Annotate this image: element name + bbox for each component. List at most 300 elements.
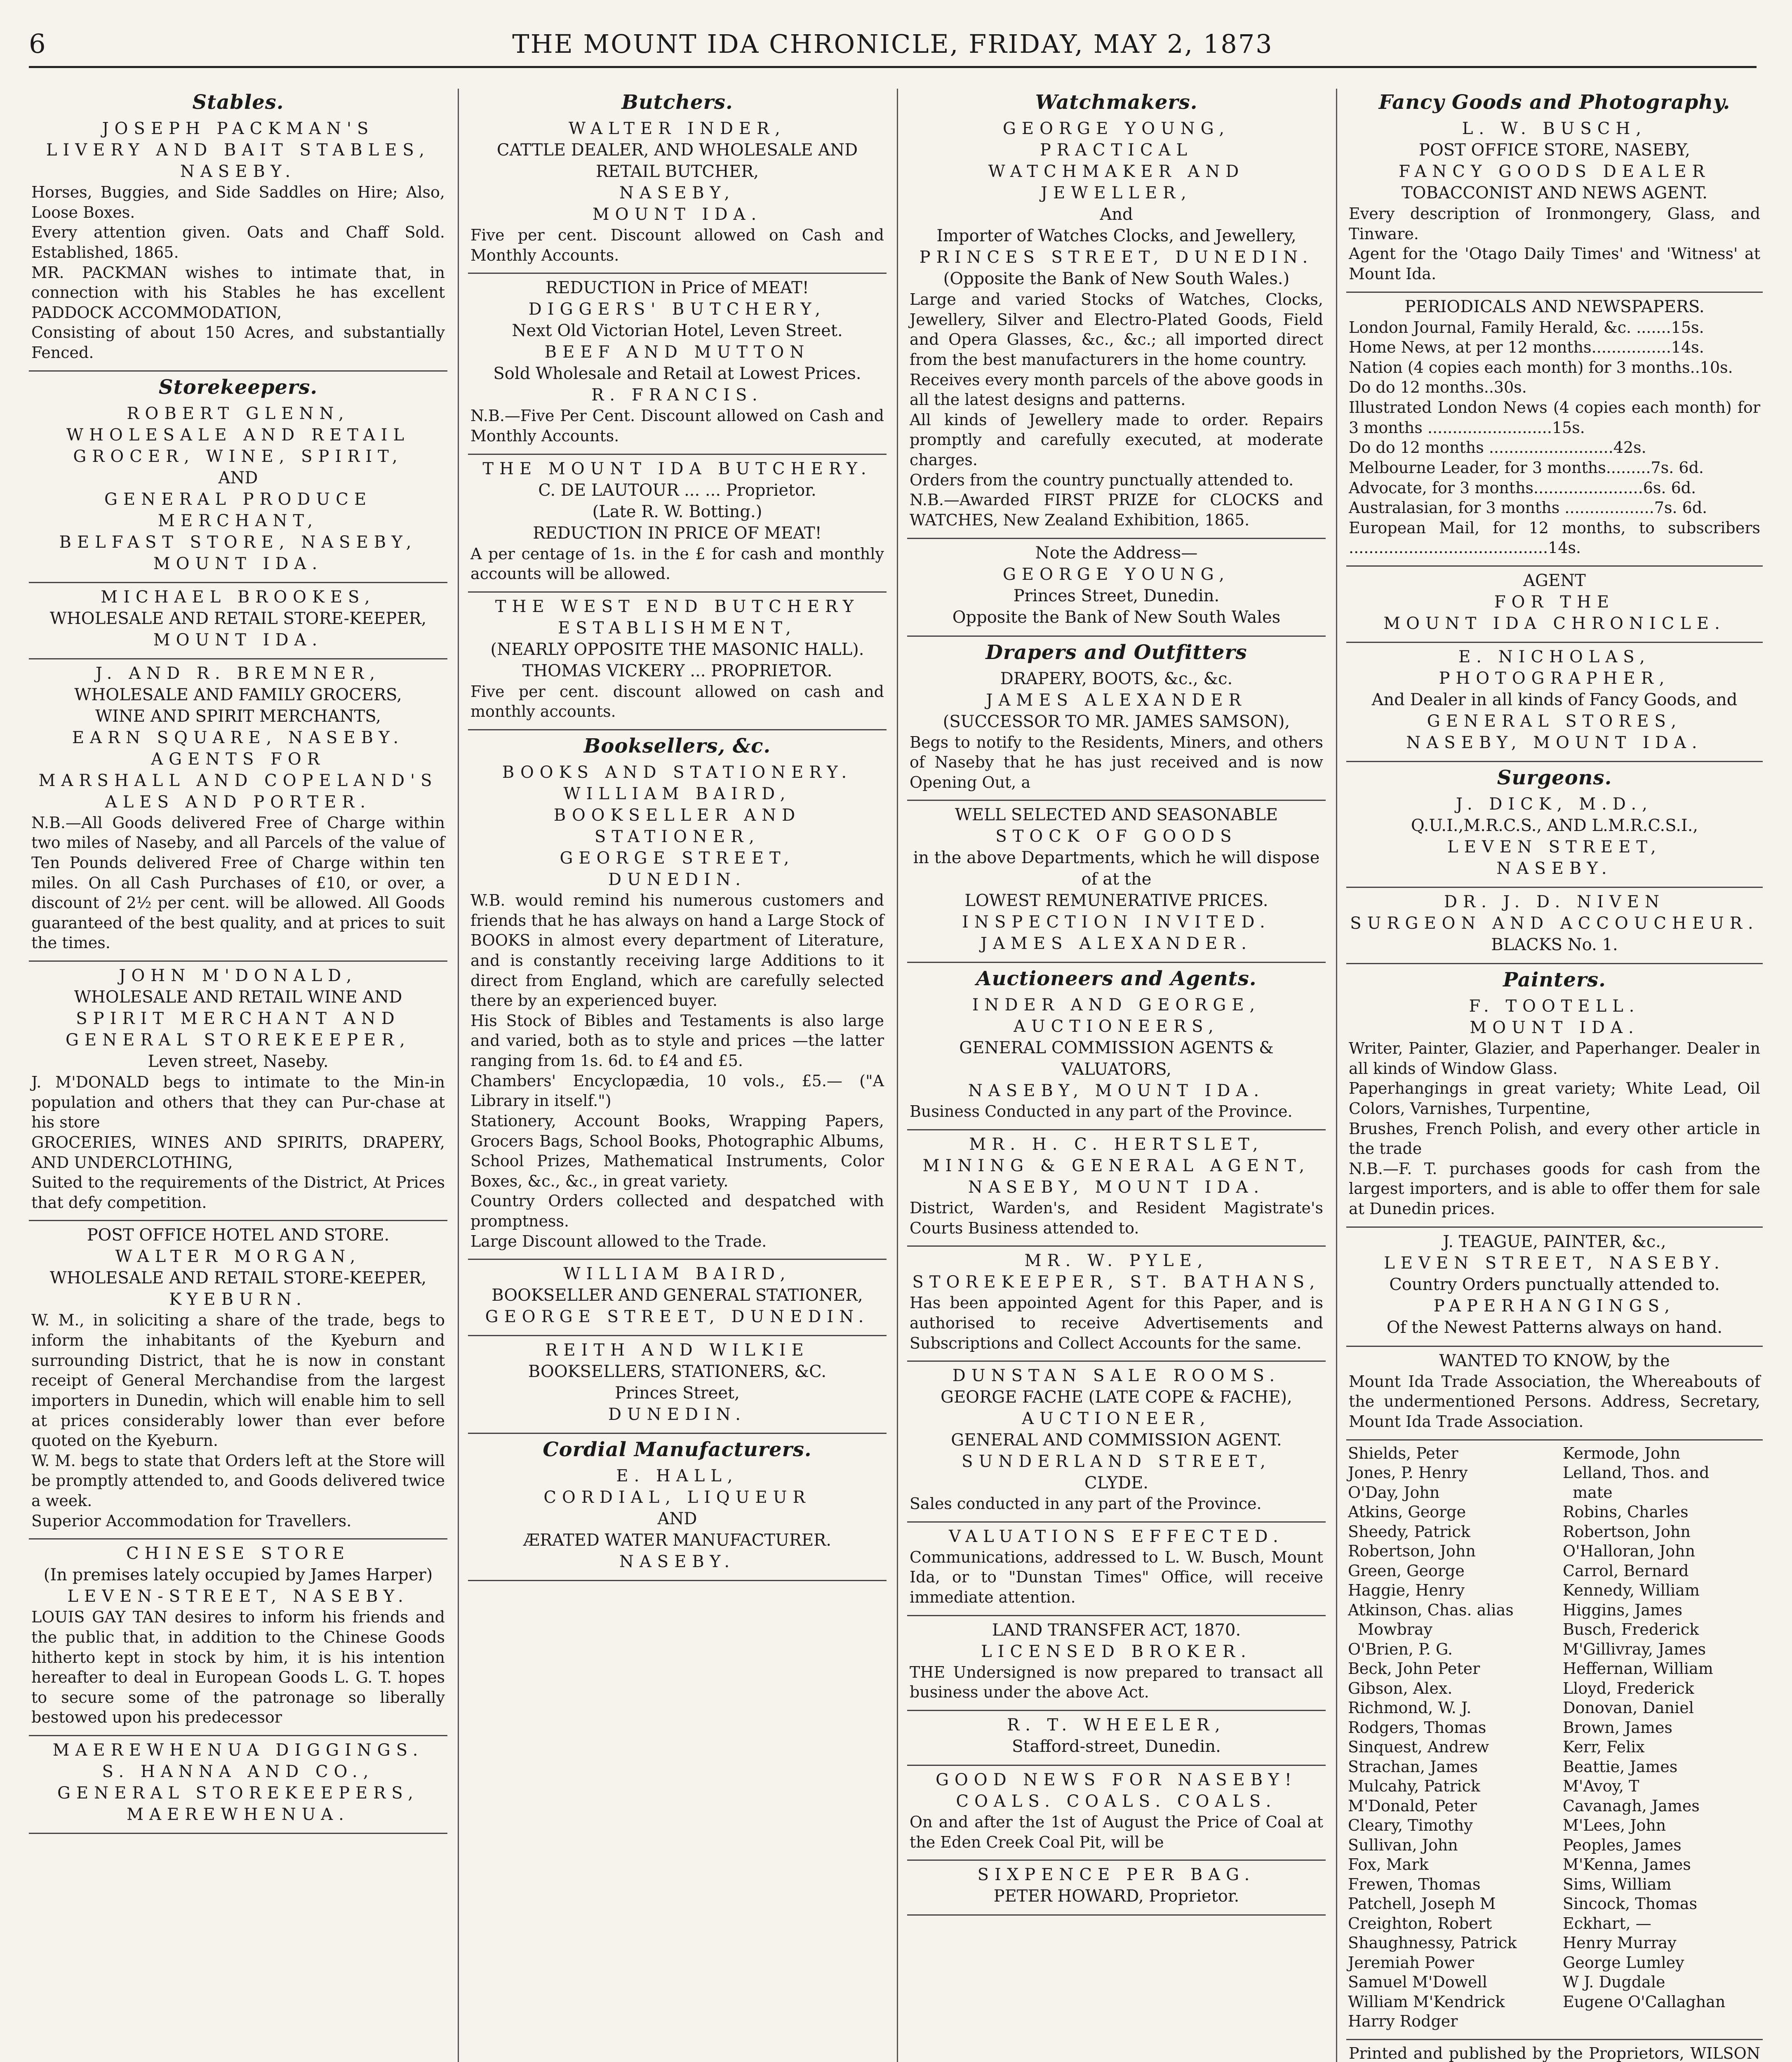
ad-paragraph: Do do 12 months..30s. [1349,378,1527,397]
ad-paragraph: J. M'DONALD begs to intimate to the Min-in population and others that they can Pur-chase at his store [31,1073,450,1132]
ad-line: Of the Newest Patterns always on hand. [1386,1318,1723,1337]
advertisement-block [468,1336,887,1434]
roll-name: Eugene O'Callaghan [1563,1992,1726,2011]
ad-line: MARSHALL AND COPELAND'S [38,771,438,790]
ad-paragraph: Agent for the 'Otago Daily Times' and 'Witness' at Mount Ida. [1349,245,1766,283]
advertisement-block [907,1247,1329,1362]
ad-paragraph: GROCERIES, WINES AND SPIRITS, DRAPERY, AND UNDERCLOTHING, [31,1133,450,1172]
ad-line: GEORGE YOUNG, [1002,565,1230,584]
advertisement-block [468,87,887,274]
ad-line: SIXPENCE PER BAG. [977,1865,1256,1885]
roll-name: O'Day, John [1348,1483,1440,1502]
roll-name: Sullivan, John [1348,1836,1458,1854]
masthead-rule [29,66,1757,68]
ad-line: BOOKSELLER AND GENERAL STATIONER, [492,1286,863,1305]
ad-line: GROCER, WINE, SPIRIT, [73,447,403,466]
ad-line: WILLIAM BAIRD, [563,1264,791,1284]
ad-line: E. HALL, [616,1466,738,1486]
ad-paragraph: Superior Accommodation for Travellers. [31,1511,352,1530]
roll-name: Higgins, James [1563,1601,1683,1619]
ad-line: POST OFFICE STORE, NASEBY, [1419,141,1690,160]
ad-line: ROBERT GLENN, [127,404,350,423]
advertisement-block [907,1362,1326,1523]
ad-line: LEVEN STREET, NASEBY. [1384,1253,1725,1273]
advertisement-block [907,1130,1329,1247]
ad-line: REDUCTION in Price of MEAT! [546,278,809,298]
ad-paragraph: Do do 12 months .........................42s. [1349,438,1646,457]
ad-line: WALTER MORGAN, [115,1247,361,1266]
roll-name: Robertson, John [1563,1522,1691,1541]
ad-line: GEORGE STREET, DUNEDIN. [485,1307,870,1327]
advertisement-block [1346,87,1766,293]
roll-name: George Lumley [1563,1953,1684,1972]
roll-name: Sincock, Thomas [1563,1895,1698,1913]
ad-line: GENERAL STOREKEEPER, [65,1031,411,1050]
ad-line: BOOKS AND STATIONERY. [502,763,853,782]
ad-line: LIVERY AND BAIT STABLES, [46,141,430,160]
advertisement-block [1346,1228,1763,1347]
ad-line: Sold Wholesale and Retail at Lowest Prices. [493,364,861,384]
advertisement-block [1346,643,1763,762]
ad-line: LEVEN-STREET, NASEBY. [67,1587,409,1606]
section-heading: Butchers. [621,91,733,114]
roll-name: Donovan, Daniel [1563,1699,1694,1717]
ad-line: REITH AND WILKIE [545,1341,809,1360]
ad-line: GENERAL AND COMMISSION AGENT. [951,1431,1282,1450]
section-heading: Painters. [1503,968,1606,991]
ad-line: BOOKSELLERS, STATIONERS, &C. [528,1362,827,1382]
ad-paragraph: Australasian, for 3 months ..................7s. 6d. [1349,499,1707,517]
roll-name: Gibson, Alex. [1348,1679,1453,1697]
roll-name: Busch, Frederick [1563,1620,1699,1638]
roll-name: Lloyd, Frederick [1563,1679,1694,1697]
advertisement-block [1346,1347,1766,1441]
ad-paragraph: Melbourne Leader, for 3 months.........7s. 6d. [1349,458,1704,477]
ad-line: TOBACCONIST AND NEWS AGENT. [1401,184,1707,202]
ad-paragraph: Every attention given. Oats and Chaff Sold. Established, 1865. [31,223,450,261]
advertisement-block [29,87,450,372]
roll-name: Robins, Charles [1563,1503,1689,1521]
advertisement-block [907,1861,1326,1916]
ad-paragraph: Business Conducted in any part of the Province. [910,1102,1293,1121]
ad-line: MOUNT IDA. [1470,1018,1639,1037]
advertisement-block [907,1711,1326,1766]
name-roll-left [1348,1444,1546,2031]
ad-paragraph: THE Undersigned is now prepared to transact all business under the above Act. [910,1663,1329,1702]
ad-paragraph: Stationery, Account Books, Wrapping Papers, Grocers Bags, School Books, Photographic Albums, School Prizes, Mathematical Instruments, Color Boxes, &c., &c., in great variety. [470,1111,889,1190]
roll-name: Fox, Mark [1348,1855,1429,1874]
ad-line: BOOKSELLER AND STATIONER, [553,806,812,846]
ad-line: PRINCES STREET, DUNEDIN. [919,248,1314,267]
ad-paragraph: Nation (4 copies each month) for 3 months..10s. [1349,358,1733,377]
roll-name: Lelland, Thos. and [1563,1464,1710,1482]
ad-line: DR. J. D. NIVEN [1444,892,1665,911]
roll-name: Samuel M'Dowell [1348,1973,1487,1991]
advertisement-block [468,274,887,454]
ad-line: J. DICK, M.D., [1456,795,1653,814]
advertisement-block [468,455,887,593]
roll-name: Haggie, Henry [1348,1581,1465,1599]
roll-name: Kerr, Felix [1563,1738,1645,1756]
ad-paragraph: Writer, Painter, Glazier, and Paperhanger. Dealer in all kinds of Window Glass. [1349,1039,1766,1078]
ad-line: MAEREWHENUA. [127,1805,350,1824]
ad-paragraph: Begs to notify to the Residents, Miners, and others of Naseby that he has just received and is now Opening Out, a [910,733,1329,791]
masthead [29,25,1757,70]
ad-line: EARN SQUARE, NASEBY. [72,728,404,747]
ad-line: Q.U.I.,M.R.C.S., AND L.M.R.C.S.I., [1411,816,1698,835]
roll-name: Peoples, James [1563,1836,1681,1854]
ad-line: MICHAEL BROOKES, [101,587,376,607]
ad-line: NASEBY. [180,162,296,181]
ad-line: GENERAL PRODUCE MERCHANT, [104,490,383,530]
ad-line: C. DE LAUTOUR ... ... Proprietor. [538,480,816,500]
ad-line: KYEBURN. [169,1290,307,1309]
ad-paragraph: Orders from the country punctually attended to. [910,471,1294,489]
ad-paragraph: Paperhangings in great variety; White Lead, Oil Colors, Varnishes, Turpentine, [1349,1079,1766,1118]
section-heading: Fancy Goods and Photography. [1378,91,1731,114]
ad-line: DIGGERS' BUTCHERY, [528,300,826,319]
roll-name: Brown, James [1563,1718,1673,1737]
ad-line: PHOTOGRAPHER, [1439,669,1670,688]
ad-paragraph: N.B.—Awarded FIRST PRIZE for CLOCKS and WATCHES, New Zealand Exhibition, 1865. [910,491,1329,529]
ad-line: WINE AND SPIRIT MERCHANTS, [95,706,381,726]
ad-line: GEORGE FACHE (LATE COPE & FACHE), [941,1388,1292,1407]
ad-paragraph: District, Warden's, and Resident Magistrate's Courts Business attended to. [910,1199,1329,1237]
ad-line: in the above Departments, which he will dispose of at the [913,848,1325,889]
roll-name: Frewen, Thomas [1348,1875,1481,1893]
ad-paragraph: Large and varied Stocks of Watches, Clocks, Jewellery, Silver and Electro-Plated Goods, Field and Opera Glasses, &c., &c.; all imported direct from the best manufacturers in the home country. [910,290,1329,369]
ad-line: LAND TRANSFER ACT, 1870. [992,1620,1241,1640]
ad-line: (SUCCESSOR TO MR. JAMES SAMSON), [943,712,1290,731]
ad-line: CORDIAL, LIQUEUR [543,1488,811,1507]
advertisement-block [468,1434,887,1581]
ad-paragraph: Large Discount allowed to the Trade. [470,1232,767,1250]
ad-line: INSPECTION INVITED. [962,913,1271,932]
roll-name: Kermode, John [1563,1444,1680,1462]
ad-paragraph: Chambers' Encyclopædia, 10 vols., £5.— ("A Library in itself.") [470,1071,889,1110]
ad-line: Princes Street, [615,1384,740,1403]
ad-line: ALES AND PORTER. [105,792,372,812]
roll-name: O'Brien, P. G. [1348,1640,1453,1658]
ad-paragraph: On and after the 1st of August the Price of Coal at the Eden Creek Coal Pit, will be [910,1812,1329,1851]
ad-paragraph: Every description of Ironmongery, Glass, and Tinware. [1349,205,1766,243]
advertisement-block [1346,888,1763,964]
advertisement-block [1346,567,1763,643]
ad-paragraph: A per centage of 1s. in the £ for cash and monthly accounts will be allowed. [470,544,889,583]
ad-paragraph: Communications, addressed to L. W. Busch, Mount Ida, or to "Dunstan Times" Office, will receive immediate attention. [910,1548,1329,1606]
roll-name: W J. Dugdale [1563,1973,1665,1991]
roll-name: M'Lees, John [1563,1816,1666,1834]
roll-name: M'Avoy, T [1563,1777,1639,1795]
advertisement-block [907,1616,1329,1711]
roll-name: Henry Murray [1563,1934,1677,1952]
ad-line: Country Orders punctually attended to. [1389,1275,1720,1294]
roll-name: Atkins, George [1348,1503,1466,1521]
ad-line: WILLIAM BAIRD, [563,784,791,803]
ad-line: THE MOUNT IDA BUTCHERY. [482,459,872,478]
roll-name: Shields, Peter [1348,1444,1458,1462]
ad-line: REDUCTION IN PRICE OF MEAT! [533,523,822,543]
roll-name: Beattie, James [1563,1757,1678,1776]
ad-paragraph: All kinds of Jewellery made to order. Repairs promptly and carefully executed, at moderate charges. [910,410,1329,469]
roll-name: M'Gillivray, James [1563,1640,1706,1658]
ad-line: DUNSTAN SALE ROOMS. [952,1366,1281,1386]
advertisement-block [29,372,447,583]
ad-line: AND [657,1509,697,1529]
roll-name: Atkinson, Chas. alias [1348,1601,1514,1619]
ad-line: (Late R. W. Botting.) [592,502,762,521]
ad-line: WHOLESALE AND RETAIL STORE-KEEPER, [49,1269,427,1288]
page-number: 6 [29,29,46,59]
roll-name: Jones, P. Henry [1348,1464,1468,1482]
ad-line: VALUATIONS EFFECTED. [949,1527,1284,1546]
ad-line: Stafford-street, Dunedin. [1012,1737,1221,1756]
roll-name: Carrol, Bernard [1563,1561,1689,1580]
ad-line: JAMES ALEXANDER [986,690,1247,710]
section-heading: Storekeepers. [158,375,318,399]
ad-paragraph: Home News, at per 12 months................14s. [1349,338,1704,357]
roll-name: Jeremiah Power [1348,1953,1474,1972]
ad-line: BEEF AND MUTTON [544,343,810,362]
ad-paragraph: Printed and published by the Proprietors, WILSON [1349,2044,1760,2062]
ad-paragraph: W. M., in soliciting a share of the trade, begs to inform the inhabitants of the Kyeburn and surrounding District, that he is now in constant receipt of General Merchandise from the largest importers in Dunedin, which will enable him to sell at prices considerably lower than ever before quoted on the Kyeburn. [31,1311,450,1450]
ad-line: AGENT [1523,571,1586,590]
advertisement-block [468,593,887,730]
ad-line: PAPERHANGINGS, [1433,1296,1676,1316]
roll-name: Richmond, W. J. [1348,1699,1472,1717]
ad-line: PERIODICALS AND NEWSPAPERS. [1404,297,1705,316]
roll-name: Rodgers, Thomas [1348,1718,1486,1737]
roll-name: Mulcahy, Patrick [1348,1777,1480,1795]
ad-line: F. TOOTELL. [1469,997,1640,1016]
section-heading: Drapers and Outfitters [985,640,1247,664]
ad-line: R. T. WHEELER, [1007,1715,1226,1735]
newspaper-title: THE MOUNT IDA CHRONICLE, FRIDAY, MAY 2, 1873 [512,29,1273,59]
roll-name: Patchell, Joseph M [1348,1895,1496,1913]
ad-line: L. W. BUSCH, [1462,119,1647,138]
ad-line: DUNEDIN. [608,1405,746,1424]
ad-line: GENERAL STORES, [1427,712,1682,731]
ad-line: MOUNT IDA. [153,554,323,573]
ad-line: Princes Street, Dunedin. [1013,586,1220,605]
advertisement-block [907,963,1326,1130]
ad-line: NASEBY, [619,184,736,202]
roll-name: Sinquest, Andrew [1348,1738,1489,1756]
ad-line: (NEARLY OPPOSITE THE MASONIC HALL). [490,640,864,659]
ad-line: NASEBY, MOUNT IDA. [1406,733,1703,752]
roll-name: M'Kenna, James [1563,1855,1691,1874]
ad-line: And [1100,205,1133,224]
ad-line: Leven street, Naseby. [148,1052,329,1071]
roll-name: Kennedy, William [1563,1581,1700,1599]
roll-name: William M'Kendrick [1348,1992,1505,2011]
column-divider [897,89,898,2062]
ad-line: WHOLESALE AND RETAIL [66,425,410,445]
ad-line: MR. W. PYLE, [1024,1251,1209,1271]
ad-line: WHOLESALE AND RETAIL WINE AND [74,988,402,1007]
ad-paragraph: Horses, Buggies, and Side Saddles on Hire; Also, Loose Boxes. [31,183,450,221]
advertisement-block [907,1766,1329,1861]
ad-paragraph: Five per cent. discount allowed on cash and monthly accounts. [470,682,889,721]
ad-paragraph: Illustrated London News (4 copies each month) for 3 months .........................15s. [1349,398,1766,437]
advertisement-block [1346,2040,1763,2062]
ad-line: THE WEST END BUTCHERY [495,597,860,616]
ad-line: JOSEPH PACKMAN'S [102,119,374,138]
column-2 [468,87,887,2062]
ad-paragraph: Suited to the requirements of the District, At Prices that defy competition. [31,1173,450,1212]
ad-paragraph: Has been appointed Agent for this Paper, and is authorised to receive Advertisements and Subscriptions and Collect Accounts for the same. [910,1294,1329,1352]
ad-paragraph: Brushes, French Polish, and every other article in the trade [1349,1119,1766,1158]
ad-paragraph: Mount Ida Trade Association, the Whereabouts of the undermentioned Persons. Address, Secretary, Mount Ida Trade Association. [1349,1372,1766,1431]
advertisement-block [29,1539,450,1736]
ad-line: And Dealer in all kinds of Fancy Goods, and [1371,690,1738,709]
ad-paragraph: Sales conducted in any part of the Province. [910,1495,1262,1513]
ad-line: CHINESE STORE [126,1544,350,1563]
ad-line: AGENTS FOR [151,749,325,769]
advertisement-block [468,730,887,1260]
section-heading: Surgeons. [1497,766,1612,789]
ad-line: COALS. COALS. COALS. [956,1791,1277,1811]
roll-name: Sims, William [1563,1875,1672,1893]
ad-paragraph: LOUIS GAY TAN desires to inform his friends and the public that, in addition to the Chinese Goods hitherto kept in stock by him, it is his intention hereafter to deal in European Goods L. G. T. hopes to secure some of the patronage so liberally bestowed upon his predecessor [31,1608,450,1727]
ad-line: DRAPERY, BOOTS, &c., &c. [1000,669,1233,688]
ad-line: SPIRIT MERCHANT AND [76,1009,400,1028]
ad-line: ÆRATED WATER MANUFACTURER. [523,1531,831,1550]
roll-name: Heffernan, William [1563,1659,1713,1678]
ad-line: MAEREWHENUA DIGGINGS. [52,1741,424,1760]
advertisement-block [907,1523,1329,1616]
ad-line: JAMES ALEXANDER. [981,934,1252,953]
ad-line: R. FRANCIS. [591,386,763,405]
roll-name: Mowbray [1348,1620,1433,1638]
ad-paragraph: Five per cent. Discount allowed on Cash and Monthly Accounts. [470,226,889,264]
ad-line: STOCK OF GOODS [995,827,1237,846]
ad-line: S. HANNA AND CO., [102,1762,374,1781]
section-heading: Stables. [192,91,284,114]
name-roll-right [1563,1444,1761,2031]
advertisement-block [468,1260,887,1336]
ad-line: CATTLE DEALER, AND WHOLESALE AND RETAIL BUTCHER, [496,141,863,181]
column-4 [1346,87,1766,2062]
ad-paragraph: N.B.—All Goods delivered Free of Charge within two miles of Naseby, and all Parcels of the value of Ten Pounds delivered Free of Charge within ten miles. On all Cash Purchases of £10, or over, a discount of 2½ per cent. will be allowed. All Goods guaranteed of the best quality, and at prices to suit the times. [31,813,450,952]
roll-name: Cleary, Timothy [1348,1816,1473,1834]
ad-line: INDER AND GEORGE, [972,996,1261,1015]
column-divider [1336,89,1337,2062]
ad-line: AND [218,468,258,487]
ad-line: WATCHMAKER AND JEWELLER, [988,162,1256,202]
ad-line: (Opposite the Bank of New South Wales.) [943,269,1290,288]
ad-line: Importer of Watches Clocks, and Jewellery, [936,226,1296,245]
ad-line: Opposite the Bank of New South Wales [952,607,1281,627]
ad-line: PRACTICAL [1039,141,1193,160]
ad-line: ESTABLISHMENT, [558,618,797,638]
advertisement-block [29,1221,450,1539]
advertisement-block [907,801,1326,963]
roll-name: O'Halloran, John [1563,1542,1696,1560]
ad-line: MOUNT IDA CHRONICLE. [1383,614,1726,633]
roll-name: Harry Rodger [1348,2012,1458,2030]
ad-line: AUCTIONEER, [1022,1409,1211,1429]
advertisement-block [1346,293,1766,567]
ad-line: MOUNT IDA. [592,205,762,224]
ad-line: MR. H. C. HERTSLET, [969,1135,1264,1154]
roll-name: Eckhart, — [1563,1914,1651,1933]
advertisement-block [907,87,1329,539]
section-heading: Auctioneers and Agents. [976,967,1257,991]
ad-paragraph: MR. PACKMAN wishes to intimate that, in connection with his Stables he has excellent PADDOCK ACCOMMODATION, [31,263,450,322]
ad-paragraph: W.B. would remind his numerous customers and friends that he has always on hand a Large Stock of BOOKS in almost every department of Literature, and is constantly receiving large Additions to it direct from England, which are carefully selected there by an experienced buyer. [470,891,889,1010]
ad-line: GEORGE YOUNG, [1002,119,1230,138]
ad-line: JOHN M'DONALD, [119,966,357,985]
advertisement-block [29,583,447,659]
ad-line: AUCTIONEERS, [1014,1017,1219,1036]
roll-name: Sheedy, Patrick [1348,1522,1470,1541]
ad-line: NASEBY, MOUNT IDA. [968,1081,1265,1101]
ad-paragraph: European Mail, for 12 months, to subscribers ........................................14s. [1349,518,1766,557]
roll-name: Strachan, James [1348,1757,1478,1776]
ad-line: J. TEAGUE, PAINTER, &c., [1443,1232,1666,1251]
ad-line: FANCY GOODS DEALER [1399,162,1710,181]
ad-line: BLACKS No. 1. [1491,935,1618,954]
ad-line: SURGEON AND ACCOUCHEUR. [1350,914,1759,933]
ad-line: LOWEST REMUNERATIVE PRICES. [964,891,1268,911]
ad-paragraph: His Stock of Bibles and Testaments is also large and varied, both as to style and prices —the latter ranging from 1s. 6d. to £4 and £5. [470,1011,889,1070]
roll-name: Cavanagh, James [1563,1796,1700,1815]
ad-line: NASEBY, MOUNT IDA. [968,1178,1265,1197]
ad-line: (In premises lately occupied by James Harper) [43,1565,433,1585]
advertisement-block [1346,1441,1763,2040]
name-roll [1346,1444,1763,2031]
ad-line: J. AND R. BREMNER, [95,664,381,683]
ad-line: FOR THE [1494,593,1615,612]
ad-line: E. NICHOLAS, [1458,647,1651,666]
ad-line: Next Old Victorian Hotel, Leven Street. [512,321,843,341]
ad-line: NASEBY. [619,1552,736,1572]
ad-line: LICENSED BROKER. [981,1642,1252,1661]
advertisement-block [907,539,1326,637]
advertisement-block [1346,762,1763,888]
roll-name: Shaughnessy, Patrick [1348,1934,1517,1952]
ad-line: WHOLESALE AND RETAIL STORE-KEEPER, [49,609,427,628]
ad-paragraph: Country Orders collected and despatched with promptness. [470,1192,889,1230]
ad-line: LEVEN STREET, [1447,838,1662,857]
column-3 [907,87,1329,2062]
column-1 [29,87,450,2062]
ad-line: CLYDE. [1084,1474,1148,1493]
ad-line: WALTER INDER, [569,119,786,138]
ad-line: Note the Address— [1035,543,1198,563]
ad-line: MINING & GENERAL AGENT, [922,1156,1310,1175]
ad-line: GENERAL COMMISSION AGENTS & VALUATORS, [959,1038,1279,1079]
roll-name: Robertson, John [1348,1542,1476,1560]
ad-line: NASEBY. [1496,859,1613,878]
ad-paragraph: London Journal, Family Herald, &c. .......15s. [1349,318,1704,337]
advertisement-block [29,659,450,962]
advertisement-block [1346,964,1766,1228]
ad-line: SUNDERLAND STREET, [962,1452,1271,1471]
advertisement-block [29,1736,447,1834]
ad-line: STOREKEEPER, ST. BATHANS, [912,1273,1321,1292]
ad-line: WELL SELECTED AND SEASONABLE [955,805,1278,825]
roll-name: M'Donald, Peter [1348,1796,1477,1815]
ad-paragraph: Consisting of about 150 Acres, and substantially Fenced. [31,323,450,362]
ad-line: WANTED TO KNOW, by the [1439,1351,1670,1370]
roll-name: mate [1563,1483,1613,1502]
roll-name: Green, George [1348,1561,1465,1580]
ad-line: THOMAS VICKERY ... PROPRIETOR. [522,661,833,680]
ad-paragraph: N.B.—F. T. purchases goods for cash from the largest importers, and is able to offer them for sale at Dunedin prices. [1349,1159,1766,1218]
advertisement-block [907,637,1329,801]
